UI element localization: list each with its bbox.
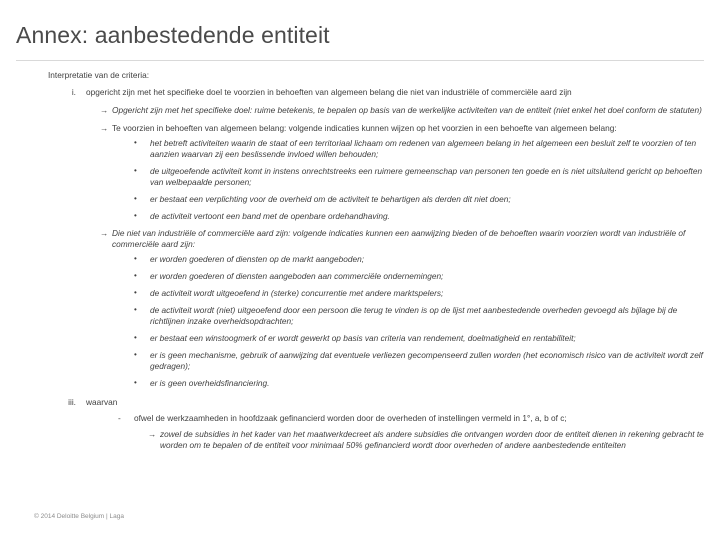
criterion-i-marker: i. xyxy=(71,87,76,97)
arrow-icon: → xyxy=(148,428,157,439)
note-opgericht-zijn xyxy=(48,105,708,116)
list-item-text: de activiteit vertoont een band met de openbare ordehandhaving. xyxy=(150,210,390,221)
bullet-icon: • xyxy=(134,210,137,220)
list-item-text: er bestaat een winstoogmerk of er wordt gewerkt op basis van criteria van rendement, doelmatigheid en rentabiliteit; xyxy=(150,333,576,343)
indicator-list-commerciele-aard xyxy=(48,254,708,388)
page-title: Annex: aanbestedende entiteit xyxy=(16,22,330,48)
indicator-list-algemeen-belang xyxy=(48,138,708,222)
list-item xyxy=(48,271,708,282)
list-item-text: er is geen overheidsfinanciering. xyxy=(150,377,270,388)
bullet-icon: • xyxy=(134,349,137,359)
bullet-icon: • xyxy=(134,271,137,281)
list-item-text: er worden goederen of diensten op de markt aangeboden; xyxy=(150,254,365,265)
list-item xyxy=(48,288,708,299)
bullet-icon: • xyxy=(134,288,137,298)
bullet-icon: • xyxy=(134,254,137,264)
list-item xyxy=(48,350,708,372)
list-item xyxy=(48,305,708,327)
intro-text: Interpretatie van de criteria: xyxy=(48,70,149,80)
list-item-text: het betreft activiteiten waarin de staat of een territoriaal lichaam om redenen van algemeen belang in het algemeen een besluit zelf te voorzien of ten aanzien waarvan zij een beslissende invloed willen behouden; xyxy=(150,137,697,159)
bullet-icon: • xyxy=(134,165,137,175)
slide-content xyxy=(48,70,708,451)
note-industriele-commerciele-aard xyxy=(48,228,708,250)
list-item xyxy=(48,378,708,389)
title-divider xyxy=(16,60,704,61)
list-item-text: de activiteit wordt (niet) uitgeoefend door een persoon die terug te vinden is op de lijst met aanbestedende overheden gevoegd als bijlage bij de richtlijnen inzake overheidsopdrachten; xyxy=(150,305,678,327)
bullet-icon: • xyxy=(134,377,137,387)
list-item xyxy=(48,254,708,265)
criterion-i-text: opgericht zijn met het specifieke doel te voorzien in behoeften van algemeen belang die niet van industriële of commerciële aard zijn xyxy=(86,87,572,97)
criterion-iii xyxy=(48,397,708,408)
bullet-icon: • xyxy=(134,193,137,203)
list-item-text: de uitgeoefende activiteit komt in instens onrechtstreeks een ruimere gemeenschap van personen ten goede en is niet uitsluitend gericht op behoeften van welbepaalde personen; xyxy=(150,165,703,187)
list-item xyxy=(48,194,708,205)
list-item xyxy=(48,333,708,344)
list-item-text: de activiteit wordt uitgeoefend in (sterke) concurrentie met andere marktspelers; xyxy=(150,288,444,299)
note-algemeen-belang xyxy=(48,123,708,134)
criterion-i xyxy=(48,87,708,98)
bullet-icon: • xyxy=(134,305,137,315)
note-subsidies-text: zowel de subsidies in het kader van het maatwerkdecreet als andere subsidies die ontvangen worden door de entiteit dienen in rekening gebracht te worden om te bepalen of de entiteit voor minimaal 50% gefinancierd wordt door overheden of andere aanbestedende entiteiten xyxy=(160,428,704,450)
list-item-text: er worden goederen of diensten aangeboden aan commerciële ondernemingen; xyxy=(150,271,444,282)
list-item-text: er is geen mechanisme, gebruik of aanwijzing dat eventuele verliezen gecompenseerd zullen worden (het economisch risico van de activiteit wordt zelf gedragen); xyxy=(150,349,703,371)
list-item xyxy=(48,211,708,222)
list-item xyxy=(48,138,708,160)
list-item xyxy=(48,166,708,188)
arrow-icon: → xyxy=(100,228,109,239)
note-algemeen-belang-text: Te voorzien in behoeften van algemeen belang: volgende indicaties kunnen wijzen op het voorzien in een behoefte van algemeen belang: xyxy=(112,122,617,133)
criterion-iii-marker: iii. xyxy=(68,396,76,407)
arrow-icon: → xyxy=(100,104,109,115)
financiering-item xyxy=(48,413,708,424)
dash-icon: - xyxy=(118,412,121,423)
bullet-icon: • xyxy=(134,333,137,342)
financiering-item-text: ofwel de werkzaamheden in hoofdzaak gefinancierd worden door de overheden of instellingen vermeld in 1°, a, b of c; xyxy=(134,412,567,423)
footer-copyright: © 2014 Deloitte Belgium | Laga xyxy=(34,513,124,520)
criterion-iii-text: waarvan xyxy=(86,396,118,407)
note-opgericht-zijn-text: Opgericht zijn met het specifieke doel: ruime betekenis, te bepalen op basis van de werkelijke activiteiten van de entiteit (niet enkel het doel conform de statuten) xyxy=(112,104,702,115)
note-subsidies xyxy=(48,429,708,451)
list-item-text: er bestaat een verplichting voor de overheid om de activiteit te behartigen als derden dit niet doen; xyxy=(150,193,511,204)
bullet-icon: • xyxy=(134,137,137,147)
arrow-icon: → xyxy=(100,122,109,133)
note-industriele-commerciele-aard-text: Die niet van industriële of commerciële aard zijn: volgende indicaties kunnen een aanwijzing bieden of de behoeften waarin voorzien wordt van industriële of commerciële aard zijn: xyxy=(112,228,686,250)
